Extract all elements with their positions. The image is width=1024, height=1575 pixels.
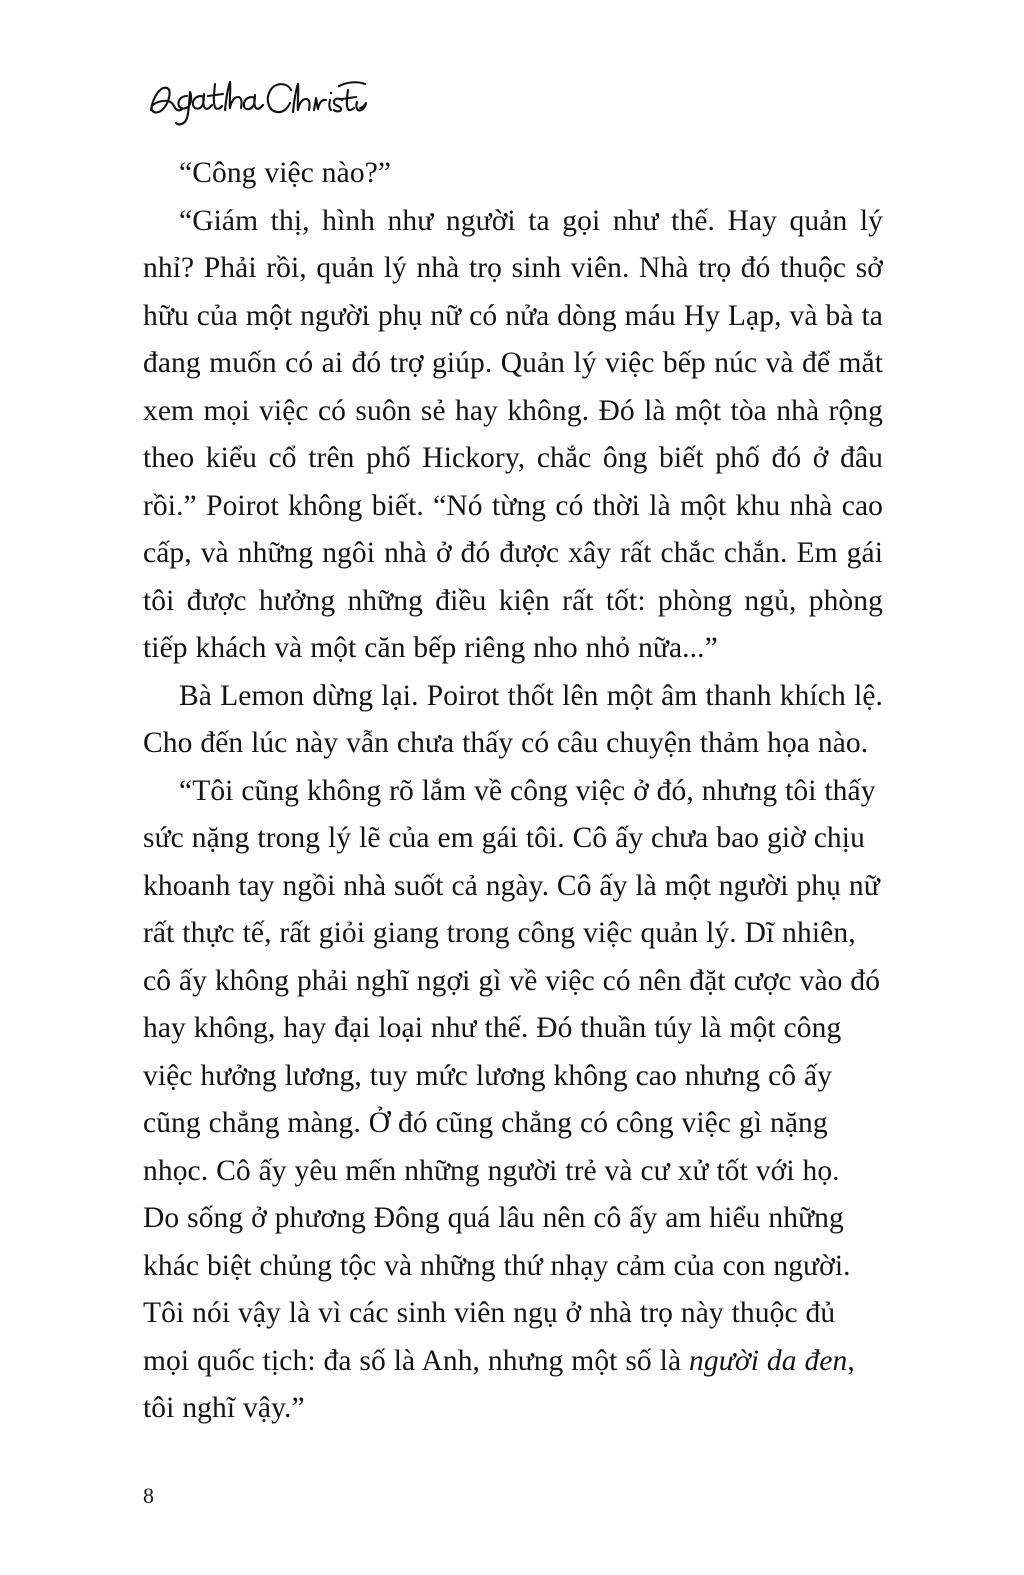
- page-body-text: [143, 150, 883, 1433]
- paragraph: Bà Lemon dừng lại. Poirot thốt lên một âm thanh khích lệ. Cho đến lúc này vẫn chưa thấy có câu chuyện thảm họa nào.: [143, 679, 883, 759]
- paragraph-with-italic: [143, 768, 883, 1433]
- paragraph: “Giám thị, hình như người ta gọi như thế. Hay quản lý nhỉ? Phải rồi, quản lý nhà trọ sinh viên. Nhà trọ đó thuộc sở hữu của một người phụ nữ có nửa dòng máu Hy Lạp, và bà ta đang muốn có ai đó trợ giúp. Quản lý việc bếp núc và để mắt xem mọi việc có suôn sẻ hay không. Đó là một tòa nhà rộng theo kiểu cổ trên phố Hickory, chắc ông biết phố đó ở đâu rồi.” Poirot không biết. “Nó từng có thời là một khu nhà cao cấp, và những ngôi nhà ở đó được xây rất chắc chắn. Em gái tôi được hưởng những điều kiện rất tốt: phòng ngủ, phòng tiếp khách và một căn bếp riêng nho nhỏ nữa...”: [143, 204, 883, 664]
- page-number: 8: [143, 1483, 154, 1508]
- italic-phrase: người da đen: [689, 1344, 848, 1377]
- paragraph: “Công việc nào?”: [179, 157, 392, 189]
- paragraph-text-before: “Tôi cũng không rõ lắm về công việc ở đó, nhưng tôi thấy sức nặng trong lý lẽ của em gái tôi. Cô ấy chưa bao giờ chịu khoanh tay ngồi nhà suốt cả ngày. Cô ấy là một người phụ nữ rất thực tế, rất giỏi giang trong công việc quản lý. Dĩ nhiên, cô ấy không phải nghĩ ngợi gì về việc có nên đặt cược vào đó hay không, hay đại loại như thế. Đó thuần túy là một công việc hưởng lương, tuy mức lương không cao nhưng cô ấy cũng chẳng màng. Ở đó cũng chẳng có công việc gì nặng nhọc. Cô ấy yêu mến những người trẻ và cư xử tốt với họ. Do sống ở phương Đông quá lâu nên cô ấy am hiểu những khác biệt chủng tộc và những thứ nhạy cảm của con người. Tôi nói vậy là vì các sinh viên ngụ ở nhà trọ này thuộc đủ mọi quốc tịch: đa số là Anh, nhưng một số là: [143, 774, 881, 1377]
- agatha-christie-signature-logo: [143, 72, 373, 128]
- paragraph-text-after: , tôi nghĩ vậy.”: [143, 1344, 855, 1424]
